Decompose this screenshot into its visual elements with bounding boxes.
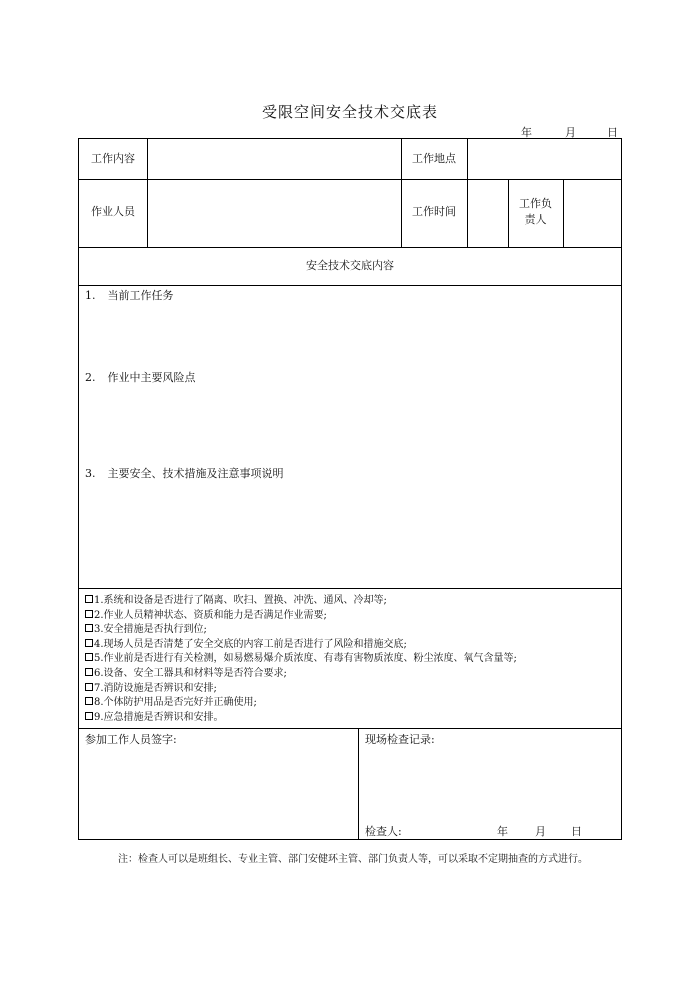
row-divider (79, 247, 621, 248)
workers-field[interactable] (148, 180, 400, 246)
checklist-item[interactable]: 4.现场人员是否清楚了安全交底的内容工前是否进行了风险和措施交底; (85, 638, 517, 653)
checklist-item[interactable]: 7.消防设施是否辨识和安排; (85, 682, 517, 697)
section-title: 当前工作任务 (107, 289, 174, 302)
work-location-field[interactable] (468, 140, 622, 178)
inspection-day-label: 日 (571, 825, 582, 838)
checklist-item[interactable]: 1.系统和设备是否进行了隔离、吹扫、置换、冲洗、通风、冷却等; (85, 594, 517, 609)
row-divider (79, 588, 621, 589)
checklist-item[interactable]: 9.应急措施是否辨识和安排。 (85, 711, 517, 726)
section-number: 3. (85, 467, 96, 480)
section-title: 作业中主要风险点 (107, 371, 196, 384)
section-number: 2. (85, 371, 96, 384)
checklist-item[interactable]: 5.作业前是否进行有关检测，如易燃易爆介质浓度、有毒有害物质浓度、粉尘浓度、氧气含量等; (85, 652, 517, 667)
work-time-label: 工作时间 (412, 205, 456, 218)
section-current-task (85, 287, 174, 303)
inspection-record-label: 现场检查记录: (365, 733, 435, 746)
inspector-label: 检查人: (365, 825, 402, 838)
header-month-label: 月 (565, 126, 576, 139)
checkbox[interactable] (85, 668, 93, 676)
checkbox[interactable] (85, 624, 93, 632)
checklist-item[interactable]: 8.个体防护用品是否完好并正确使用; (85, 696, 517, 711)
work-content-label: 工作内容 (91, 152, 135, 165)
checklist-item[interactable]: 6.设备、安全工器具和材料等是否符合要求; (85, 667, 517, 682)
section-main-risks (85, 369, 196, 385)
checkbox[interactable] (85, 697, 93, 705)
signature-label: 参加工作人员签字: (85, 733, 177, 746)
workers-label: 作业人员 (91, 205, 135, 218)
row-divider (79, 285, 621, 286)
footnote: 注：检查人可以是班组长、专业主管、部门安健环主管、部门负责人等，可以采取不定期抽查的方式进行。 (118, 854, 588, 865)
checklist-item[interactable]: 2.作业人员精神状态、资质和能力是否满足作业需要; (85, 609, 517, 624)
leader-field[interactable] (564, 180, 622, 246)
checkbox[interactable] (85, 653, 93, 661)
leader-label-line1: 工作负 (519, 197, 552, 210)
section-header: 安全技术交底内容 (306, 259, 394, 272)
checkbox[interactable] (85, 683, 93, 691)
row-divider (79, 728, 621, 729)
header-year-label: 年 (521, 126, 532, 139)
page-title: 受限空间安全技术交底表 (261, 103, 438, 121)
safety-checklist (85, 594, 517, 725)
section-number: 1. (85, 289, 96, 302)
inspection-month-label: 月 (535, 825, 546, 838)
header-day-label: 日 (607, 126, 618, 139)
leader-label-line2: 责人 (524, 213, 547, 226)
column-divider (358, 728, 359, 840)
section-title: 主要安全、技术措施及注意事项说明 (107, 467, 284, 480)
work-time-field[interactable] (468, 180, 507, 246)
checkbox[interactable] (85, 712, 93, 720)
leader-label (508, 196, 563, 228)
checkbox[interactable] (85, 639, 93, 647)
work-location-label: 工作地点 (412, 152, 456, 165)
section-safety-measures (85, 465, 284, 481)
disclosure-form-table (78, 138, 622, 840)
checkbox[interactable] (85, 610, 93, 618)
checkbox[interactable] (85, 595, 93, 603)
inspection-year-label: 年 (497, 825, 508, 838)
checklist-item[interactable]: 3.安全措施是否执行到位; (85, 623, 517, 638)
work-content-field[interactable] (148, 140, 400, 178)
signature-field[interactable] (80, 749, 357, 839)
